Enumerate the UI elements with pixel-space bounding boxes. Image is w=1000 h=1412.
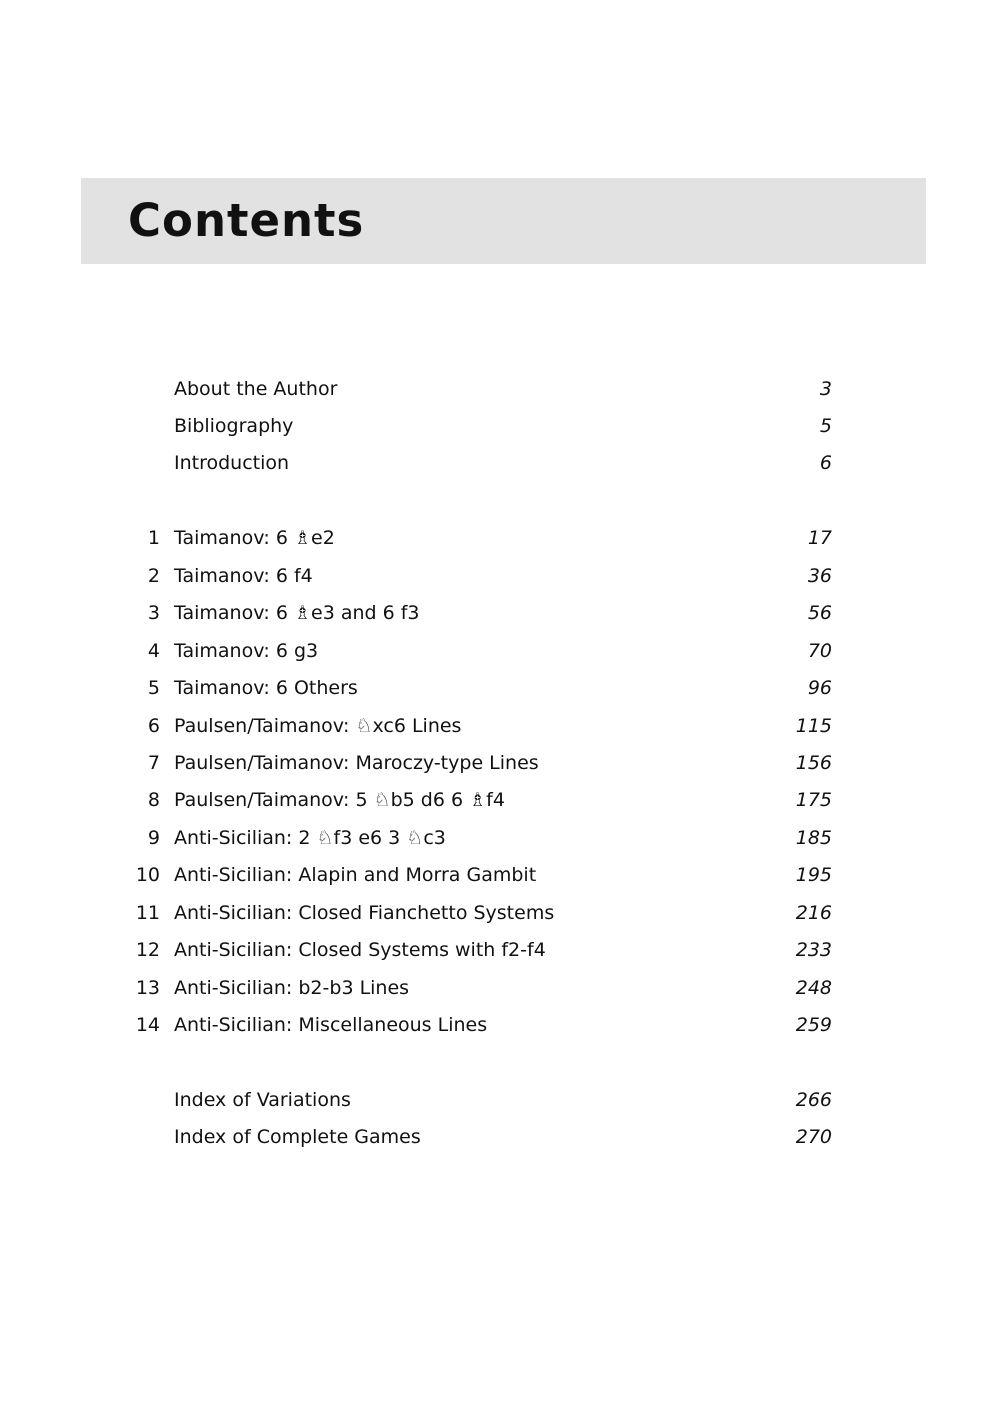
chapter-title: Anti-Sicilian: Alapin and Morra Gambit — [174, 864, 537, 886]
toc-chapter-9[interactable] — [0, 823, 1000, 853]
chapter-page: 195 — [795, 864, 832, 886]
toc-entry-bibliography[interactable] — [0, 411, 1000, 441]
chapter-number: 10 — [135, 864, 160, 886]
chapter-number: 2 — [147, 565, 160, 587]
chapter-number: 13 — [135, 977, 160, 999]
chapter-title: Anti-Sicilian: Closed Fianchetto Systems — [174, 902, 555, 924]
toc-entry-page: 266 — [795, 1089, 832, 1111]
page-title: Contents — [128, 194, 365, 247]
chapter-page: 175 — [795, 789, 832, 811]
chapter-page: 96 — [807, 677, 832, 699]
toc-chapter-1[interactable] — [0, 523, 1000, 553]
chapter-page: 70 — [807, 640, 832, 662]
chapter-number: 3 — [147, 602, 160, 624]
chapter-page: 259 — [795, 1014, 832, 1036]
toc-chapter-14[interactable] — [0, 1010, 1000, 1040]
toc-chapter-3[interactable] — [0, 598, 1000, 628]
toc-entry-title: Bibliography — [174, 415, 294, 437]
chapter-title: Paulsen/Taimanov: ♘xc6 Lines — [174, 715, 462, 737]
chapter-title: Anti-Sicilian: 2 ♘f3 e6 3 ♘c3 — [174, 827, 446, 849]
toc-entry-title: Introduction — [174, 452, 290, 474]
toc-chapter-4[interactable] — [0, 636, 1000, 666]
chapter-number: 14 — [135, 1014, 160, 1036]
chapter-number: 6 — [147, 715, 160, 737]
toc-entry-index-variations[interactable] — [0, 1085, 1000, 1115]
chapter-title: Paulsen/Taimanov: Maroczy-type Lines — [174, 752, 539, 774]
chapter-title: Taimanov: 6 ♗e2 — [174, 527, 335, 549]
toc-chapter-6[interactable] — [0, 711, 1000, 741]
chapter-number: 12 — [135, 939, 160, 961]
chapter-number: 4 — [147, 640, 160, 662]
chapter-page: 36 — [807, 565, 832, 587]
chapter-page: 233 — [795, 939, 832, 961]
chapter-page: 248 — [795, 977, 832, 999]
chapter-number: 9 — [147, 827, 160, 849]
toc-chapter-13[interactable] — [0, 973, 1000, 1003]
toc-chapter-5[interactable] — [0, 673, 1000, 703]
chapter-page: 185 — [795, 827, 832, 849]
toc-entry-about-author[interactable] — [0, 374, 1000, 404]
toc-entry-title: About the Author — [174, 378, 338, 400]
chapter-number: 1 — [147, 527, 160, 549]
toc-entry-page: 6 — [819, 452, 832, 474]
chapter-page: 56 — [807, 602, 832, 624]
toc-chapter-7[interactable] — [0, 748, 1000, 778]
chapter-title: Taimanov: 6 f4 — [174, 565, 313, 587]
chapter-number: 11 — [135, 902, 160, 924]
chapter-title: Paulsen/Taimanov: 5 ♘b5 d6 6 ♗f4 — [174, 789, 505, 811]
chapter-title: Anti-Sicilian: Closed Systems with f2-f4 — [174, 939, 546, 961]
toc-chapter-11[interactable] — [0, 898, 1000, 928]
toc-entry-page: 5 — [819, 415, 832, 437]
chapter-title: Taimanov: 6 ♗e3 and 6 f3 — [174, 602, 420, 624]
chapter-title: Taimanov: 6 g3 — [174, 640, 319, 662]
toc-entry-title: Index of Complete Games — [174, 1126, 421, 1148]
chapter-page: 115 — [795, 715, 832, 737]
toc-chapter-12[interactable] — [0, 935, 1000, 965]
chapter-number: 5 — [147, 677, 160, 699]
toc-entry-page: 270 — [795, 1126, 832, 1148]
chapter-title: Taimanov: 6 Others — [174, 677, 358, 699]
toc-chapter-8[interactable] — [0, 785, 1000, 815]
toc-chapter-10[interactable] — [0, 860, 1000, 890]
chapter-page: 216 — [795, 902, 832, 924]
toc-entry-title: Index of Variations — [174, 1089, 351, 1111]
chapter-number: 7 — [147, 752, 160, 774]
chapter-title: Anti-Sicilian: Miscellaneous Lines — [174, 1014, 488, 1036]
chapter-title: Anti-Sicilian: b2-b3 Lines — [174, 977, 410, 999]
toc-entry-index-games[interactable] — [0, 1122, 1000, 1152]
chapter-number: 8 — [147, 789, 160, 811]
toc-chapter-2[interactable] — [0, 561, 1000, 591]
chapter-page: 156 — [795, 752, 832, 774]
chapter-page: 17 — [807, 527, 832, 549]
toc-entry-introduction[interactable] — [0, 448, 1000, 478]
toc-entry-page: 3 — [819, 378, 832, 400]
